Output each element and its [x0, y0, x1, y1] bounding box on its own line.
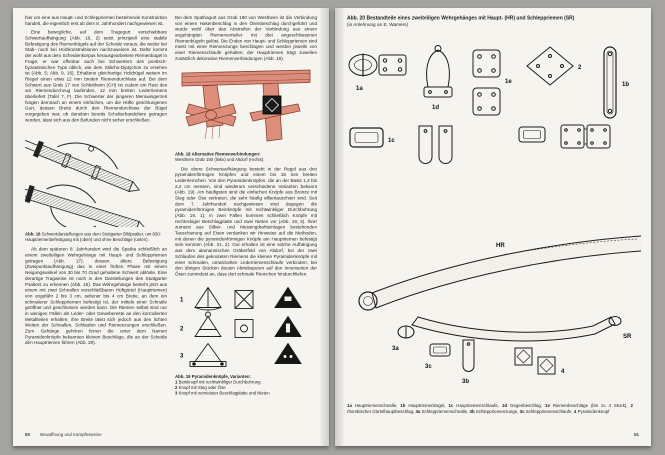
strap-end-pair — [419, 126, 452, 164]
label-1e: 1e — [505, 79, 512, 85]
body-paragraph: Bei dem Spathagurt aus Grab 190 von Westheim ist die Verbindung von einem Hakenbeschlag in den Ösenbeschlag durchgeführt und wurde wohl über das Abstreifen der Verbindung aus einem angehängten Riemenverteiler mit drei angeschlossenen Riemenbügeln gelöst. Die Enden von Haupt- und Schleppriemen sind meist mit einer Riemenzunge beschlagen und werden jeweils von einer Riemenschlaufe gehalten; der Hauptriemen trägt zuweilen zusätzlich dekorative Riemenverbindungen (Abb. 18). — [175, 15, 317, 61]
body-paragraph: Die obere Schwertaufhängung besteht in der Regel aus drei pyramidenförmigen Knöpfen und einem bis 15 mm breiten Lederriemchen. Von den Pyramidenknöpfen, die an der Basis 1,4 bis 2,2 cm messen, sind wiederum verschiedene Varianten bekannt (Abb. 19). Am häufigsten sind die einfachen Knöpfe aus Bronze mit Steg oder Öse vertreten, die sehr häufig silbertauschiert sind. Seit dem 7. Jahrhundert nachgewiesen sind dagegen die pyramidenförmigen Beinknöpfe mit rechtwinkliger Durchbohrung (Abb. 19, 1); in zwei Fällen kommen schließlich Knöpfe mit rechteckiger Beschlagplatte und zwei Nieten vor (Abb. 19, 3). Ihrer zumeist aus Silber- und Messingdrahteinlagen bestehenden Tauschierung auf Eisen verdanken wir Hinweise auf die Methoden, mit denen die pyramidenförmigen Knöpfe am Hauptriemen befestigt sein konnten (Abb. 21, 2). Gut erhalten ist eine solche Aufhängung aus dem alamannischen Gräberfeld von Altdorf, bei der zwei Schlaufen des geknoteten Riemens die kleinen Pyramidenknöpfe mit einer schmalen, umwickelten Lederriemenschlaufe verbinden; bei den übrigen Stücken deuten Abriebspuren auf den Innenseiten der Ösen zumindest an, dass dort schmale Riemchen hindurchliefen. — [175, 166, 317, 277]
strap-loop-1c — [350, 128, 383, 147]
left-column — [25, 15, 167, 349]
figure-20-art — [337, 37, 641, 402]
trail-strap-end-3b — [463, 340, 474, 372]
pyramid-buttons-4 — [515, 348, 555, 374]
trail-loop-3c — [430, 344, 450, 356]
trail-strap-sr — [412, 317, 621, 341]
label-2: 2 — [578, 65, 582, 71]
label-3c: 3c — [425, 364, 432, 370]
figure-18-caption — [175, 151, 317, 162]
hinged-plates — [561, 125, 610, 148]
label-hr: HR — [496, 243, 505, 249]
figure-16-label: Abb. 16 — [25, 231, 41, 237]
body-paragraph: Ab dem späteren 8. Jahrhundert wird die Spatha schließlich an einem zweiteiligen Wehrgehänge mit Haupt- und Schleppriemen getragen (Abb. 17), dessen ältere Befestigung (Zweipunktaufhängung) das in einer frühen Phase mit einem Neigungswinkel von 30 bis 70 Grad gehaltene Schwert ablöste. Eine derartige Tragweise ist noch in den Darstellungen des Stuttgarter Psalters zu erkennen (Abb. 16). Das Wehrgehänge besteht jetzt aus einem mit zwei Schnallen verschließbaren Hüftgürtel (Hauptriemen) von ungefähr 2 bis 3 cm, seltener bis 4 cm Breite, an dem ein schmalerer Schleppriemen befestigt ist, der mittels einer Schnalle geöffnet und geschlossen werden kann. Die Riemen selbst sind nur in wenigen Fällen als Leder- oder Gewebereste an den korrodierten Metallteilen erhalten; ihre Breite lässt sich jedoch aus den lichten Weiten der Schnallen, Schlaufen und Riemenzungen erschließen. Zum Gehänge gehören ferner die unter dem Namen Pyramidenknöpfe bekannten kleinen Beschläge, die an der Scheide den Hauptriemen führen (Abb. 20). — [25, 246, 167, 346]
figure-19 — [175, 281, 317, 396]
figure-18 — [175, 66, 317, 163]
body-paragraph: hier um eine aus Haupt- und Schleppriemen bestehende Konstruktion handelt, die eigentlich erst ab dem 8. Jahrhundert nachgewiesen ist. — [25, 15, 167, 26]
sword-lower — [25, 168, 152, 227]
label-1b: 1b — [622, 82, 630, 88]
figure-20-label: Abb. 20 — [347, 15, 366, 21]
right-page — [335, 8, 651, 446]
small-loop — [519, 127, 545, 142]
strap-connections-illustration — [175, 66, 317, 147]
body-paragraph: Eine bewegliche, auf dem Tragegurt verschiebbare Schwertaufhängung (Abb. 16, 2) setzt prinzipiell eine stabile Befestigung des Riemenbügels auf der Scheide voraus, die weder bei Stab- noch bei Holzkonstruktionen nachzuweisen ist. Dafür kommt der wohl aus dem Scheidenkorpus herausgearbeitete Riemenbügel in Frage; er war offenbar auch bei Schwertern des pontisch-byzantinischen Typs üblich, wie dem Stilicho-Diptychon zu ersehen ist (Abb. 5; Abb. 9, 16). Erhaltene gleichartige Holzbügel weisen im Riegel einen etwa 12 mm breiten Riemendurchlass auf. Bei dem Schwert aus Grab 17 von Schleitheim (CH) ist zudem ein Rest des am Riemendurchzug laufenden, 12 mm breiten Lederriemens überliefert (Tafel 7, F). Die Schwerter der jüngeren Merowingerzeit hingen demnach an einem einfachen, um die Hüfte geschlungenen Gurt, dessen Breite durch den Riemendurchlass der Bügel vorgegeben war; ob daneben bereits Schulterbandeliere getragen wurden, lässt sich aus den Befunden nicht sicher erschließen. — [25, 29, 167, 123]
trail-buckle-3a — [398, 326, 414, 339]
right-page-footer — [634, 432, 639, 437]
figure-18-text: Westheim Grab 190 (links) und Altdorf (rechts). — [175, 156, 265, 162]
figure-20-subtitle: (in Anlehnung an E. Wamers) — [347, 21, 409, 27]
sword-scabbard-illustration — [25, 127, 167, 227]
book-spread — [13, 8, 651, 446]
strap-mounts-1e — [473, 50, 500, 115]
page-number: 50 — [25, 432, 30, 437]
label-sr: SR — [623, 334, 632, 340]
figure-19-title: Pyramidenknöpfe, Varianten: — [191, 373, 251, 379]
variant-number: 2 — [180, 326, 184, 333]
figure-20-title — [347, 15, 639, 28]
page-number: 51 — [634, 432, 639, 437]
right-page-content — [335, 8, 651, 446]
figure-16 — [25, 127, 167, 243]
pyramid-buttons-illustration — [175, 281, 317, 369]
figure-18-label: Abb. 18 — [175, 151, 191, 157]
figure-18-title: Alternative Riemenverbindungen: — [191, 151, 261, 157]
figure-20-title-text: Bestandteile eines zweiteiligen Wehrgehänges mit Haupt- (HR) und Schleppriemen (SR) — [366, 15, 575, 21]
pyramid-variants — [190, 287, 301, 366]
running-title: Bewaffnung und Kampfesweise — [40, 432, 102, 437]
strap-bar-1b — [604, 47, 616, 118]
figure-19-label: Abb. 19 — [175, 373, 191, 379]
figure-19-item-list: 1 Beinknopf mit rechtwinkliger Durchbohrung 2 Knopf mit Steg oder Öse 3 Knopf mit vernieteter Beschlagplatte und Nieten — [175, 379, 270, 396]
left-page-content — [13, 8, 329, 446]
variant-number: 3 — [180, 353, 184, 360]
main-buckle-1a — [349, 54, 406, 77]
belt-fittings-illustration — [337, 37, 641, 399]
sword-upper — [25, 127, 148, 197]
label-1a: 1a — [356, 86, 363, 92]
label-1c: 1c — [388, 138, 395, 144]
left-page — [13, 8, 329, 446]
counter-plate-1d — [424, 46, 452, 98]
label-4: 4 — [561, 369, 565, 375]
figure-16-caption — [25, 232, 167, 243]
variant-number: 1 — [180, 297, 184, 304]
leather-straps — [182, 70, 310, 141]
figure-19-caption — [175, 374, 317, 396]
label-3a: 3a — [392, 346, 399, 352]
label-3b: 3b — [462, 379, 470, 385]
right-column — [175, 15, 317, 400]
rhombic-mount-2 — [527, 47, 573, 85]
label-1d: 1d — [432, 105, 440, 111]
figure-16-text: Schwertdarstellungen aus dem Stuttgarter Bildpsalter, um 830: Hauptriemenbefestigung mit (oben) und ohne Beschläge (unten). — [25, 231, 161, 243]
figure-20-caption: 1a Hauptriemenschnalle, 1b Hauptriemenbügel, 1c Hauptriemenschlaufe, 1d Gegenbeschlag, 1e Riemenbeschläge (bis zu 4 Stück), 2 rhombischer Gürtelhauptbeschlag, 3a Schleppriemenschnalle, 3b Schleppriemenzunge, 3c Schleppriemenschlaufe, 4 Pyramidenknopf — [347, 403, 633, 414]
left-page-footer — [25, 432, 102, 437]
